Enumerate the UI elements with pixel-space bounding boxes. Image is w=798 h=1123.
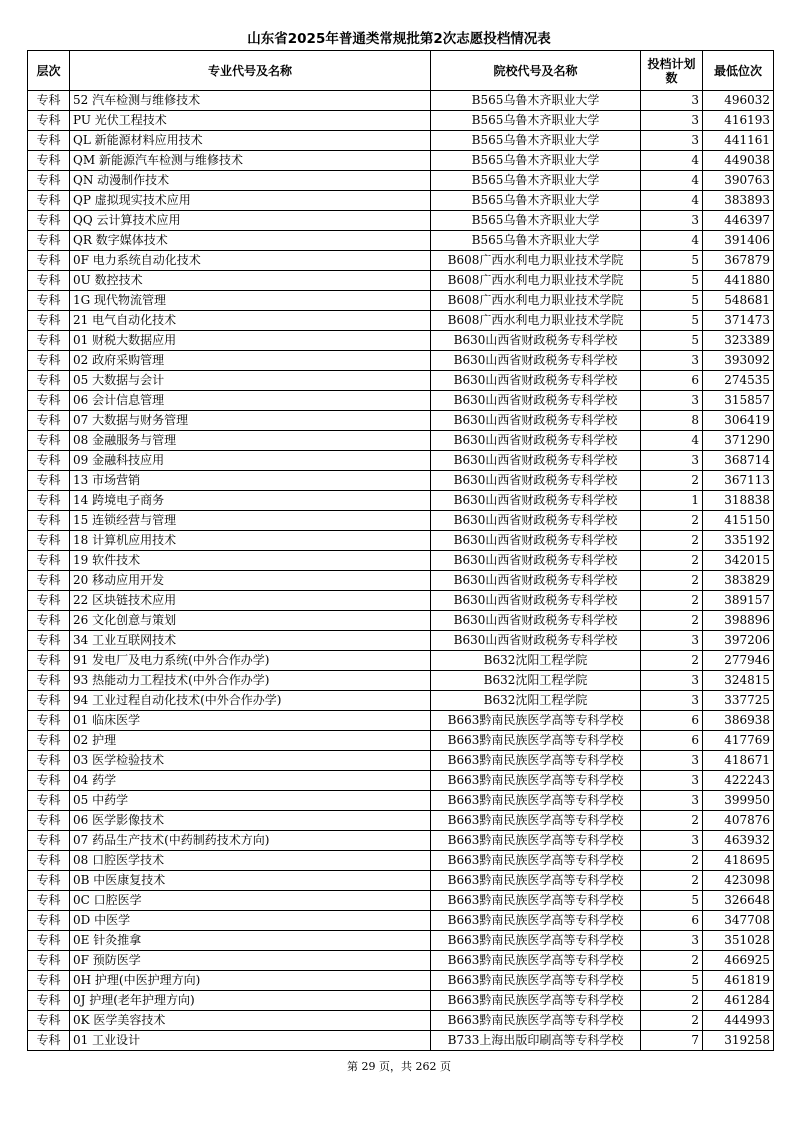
cell-rank: 441161: [703, 131, 774, 151]
cell-plan: 4: [641, 151, 703, 171]
cell-level: 专科: [28, 351, 70, 371]
cell-level: 专科: [28, 211, 70, 231]
cell-major: 21 电气自动化技术: [70, 311, 431, 331]
cell-level: 专科: [28, 911, 70, 931]
table-body: [28, 91, 774, 1051]
cell-plan: 2: [641, 471, 703, 491]
cell-major: 01 财税大数据应用: [70, 331, 431, 351]
cell-plan: 6: [641, 371, 703, 391]
cell-major: 22 区块链技术应用: [70, 591, 431, 611]
cell-plan: 4: [641, 191, 703, 211]
cell-rank: 318838: [703, 491, 774, 511]
cell-school: B565乌鲁木齐职业大学: [431, 111, 641, 131]
cell-rank: 315857: [703, 391, 774, 411]
cell-major: 94 工业过程自动化技术(中外合作办学): [70, 691, 431, 711]
cell-rank: 367879: [703, 251, 774, 271]
cell-school: B630山西省财政税务专科学校: [431, 411, 641, 431]
cell-plan: 3: [641, 631, 703, 651]
cell-school: B630山西省财政税务专科学校: [431, 511, 641, 531]
cell-rank: 347708: [703, 911, 774, 931]
cell-plan: 3: [641, 791, 703, 811]
cell-level: 专科: [28, 691, 70, 711]
cell-major: 0B 中医康复技术: [70, 871, 431, 891]
table-row: [28, 91, 774, 111]
cell-major: QQ 云计算技术应用: [70, 211, 431, 231]
cell-rank: 371473: [703, 311, 774, 331]
cell-school: B630山西省财政税务专科学校: [431, 431, 641, 451]
cell-level: 专科: [28, 851, 70, 871]
cell-school: B733上海出版印刷高等专科学校: [431, 1031, 641, 1051]
cell-plan: 4: [641, 231, 703, 251]
cell-major: 0J 护理(老年护理方向): [70, 991, 431, 1011]
cell-school: B630山西省财政税务专科学校: [431, 331, 641, 351]
table-row: [28, 391, 774, 411]
cell-level: 专科: [28, 111, 70, 131]
cell-major: QP 虚拟现实技术应用: [70, 191, 431, 211]
cell-level: 专科: [28, 291, 70, 311]
cell-level: 专科: [28, 1031, 70, 1051]
cell-level: 专科: [28, 971, 70, 991]
cell-level: 专科: [28, 871, 70, 891]
cell-major: 0H 护理(中医护理方向): [70, 971, 431, 991]
cell-plan: 2: [641, 611, 703, 631]
header-school: 院校代号及名称: [431, 51, 641, 91]
cell-school: B630山西省财政税务专科学校: [431, 471, 641, 491]
table-row: [28, 651, 774, 671]
cell-rank: 407876: [703, 811, 774, 831]
cell-level: 专科: [28, 451, 70, 471]
cell-rank: 466925: [703, 951, 774, 971]
cell-school: B608广西水利电力职业技术学院: [431, 311, 641, 331]
table-row: [28, 611, 774, 631]
cell-major: 09 金融科技应用: [70, 451, 431, 471]
cell-major: 0F 预防医学: [70, 951, 431, 971]
table-row: [28, 171, 774, 191]
table-row: [28, 971, 774, 991]
cell-major: 1G 现代物流管理: [70, 291, 431, 311]
table-row: [28, 951, 774, 971]
cell-major: 0E 针灸推拿: [70, 931, 431, 951]
cell-plan: 3: [641, 211, 703, 231]
cell-school: B630山西省财政税务专科学校: [431, 571, 641, 591]
cell-school: B663黔南民族医学高等专科学校: [431, 931, 641, 951]
cell-plan: 3: [641, 751, 703, 771]
cell-plan: 3: [641, 671, 703, 691]
cell-level: 专科: [28, 431, 70, 451]
cell-plan: 5: [641, 251, 703, 271]
cell-plan: 3: [641, 931, 703, 951]
cell-major: 02 政府采购管理: [70, 351, 431, 371]
cell-school: B663黔南民族医学高等专科学校: [431, 911, 641, 931]
cell-rank: 461284: [703, 991, 774, 1011]
cell-school: B663黔南民族医学高等专科学校: [431, 851, 641, 871]
table-row: [28, 291, 774, 311]
cell-plan: 3: [641, 111, 703, 131]
table-row: [28, 231, 774, 251]
cell-plan: 2: [641, 551, 703, 571]
cell-plan: 2: [641, 951, 703, 971]
cell-rank: 306419: [703, 411, 774, 431]
cell-rank: 342015: [703, 551, 774, 571]
cell-school: B663黔南民族医学高等专科学校: [431, 991, 641, 1011]
cell-major: 06 医学影像技术: [70, 811, 431, 831]
cell-plan: 2: [641, 571, 703, 591]
cell-major: 18 计算机应用技术: [70, 531, 431, 551]
table-row: [28, 1031, 774, 1051]
cell-school: B632沈阳工程学院: [431, 691, 641, 711]
cell-rank: 422243: [703, 771, 774, 791]
table-row: [28, 631, 774, 651]
header-major: 专业代号及名称: [70, 51, 431, 91]
cell-level: 专科: [28, 231, 70, 251]
cell-level: 专科: [28, 611, 70, 631]
cell-plan: 2: [641, 591, 703, 611]
table-row: [28, 711, 774, 731]
table-row: [28, 471, 774, 491]
header-plan: 投档计划数: [641, 51, 703, 91]
cell-school: B663黔南民族医学高等专科学校: [431, 711, 641, 731]
cell-major: 34 工业互联网技术: [70, 631, 431, 651]
cell-school: B663黔南民族医学高等专科学校: [431, 811, 641, 831]
cell-school: B608广西水利电力职业技术学院: [431, 271, 641, 291]
cell-rank: 389157: [703, 591, 774, 611]
cell-school: B630山西省财政税务专科学校: [431, 531, 641, 551]
table-row: [28, 351, 774, 371]
header-level: 层次: [28, 51, 70, 91]
cell-plan: 2: [641, 871, 703, 891]
cell-major: 03 医学检验技术: [70, 751, 431, 771]
cell-school: B663黔南民族医学高等专科学校: [431, 791, 641, 811]
cell-rank: 416193: [703, 111, 774, 131]
cell-level: 专科: [28, 991, 70, 1011]
cell-rank: 417769: [703, 731, 774, 751]
cell-major: 01 工业设计: [70, 1031, 431, 1051]
cell-rank: 423098: [703, 871, 774, 891]
table-row: [28, 191, 774, 211]
cell-level: 专科: [28, 551, 70, 571]
cell-level: 专科: [28, 771, 70, 791]
cell-major: 05 大数据与会计: [70, 371, 431, 391]
table-row: [28, 931, 774, 951]
cell-rank: 323389: [703, 331, 774, 351]
cell-level: 专科: [28, 751, 70, 771]
cell-school: B565乌鲁木齐职业大学: [431, 191, 641, 211]
cell-major: 93 热能动力工程技术(中外合作办学): [70, 671, 431, 691]
cell-rank: 368714: [703, 451, 774, 471]
table-row: [28, 751, 774, 771]
cell-major: 04 药学: [70, 771, 431, 791]
table-row: [28, 851, 774, 871]
cell-major: 06 会计信息管理: [70, 391, 431, 411]
table-row: [28, 731, 774, 751]
cell-major: 15 连锁经营与管理: [70, 511, 431, 531]
cell-school: B663黔南民族医学高等专科学校: [431, 831, 641, 851]
table-row: [28, 411, 774, 431]
table-header-row: [28, 51, 774, 91]
table-row: [28, 551, 774, 571]
cell-major: 52 汽车检测与维修技术: [70, 91, 431, 111]
cell-rank: 397206: [703, 631, 774, 651]
cell-plan: 3: [641, 691, 703, 711]
cell-major: 0U 数控技术: [70, 271, 431, 291]
cell-level: 专科: [28, 91, 70, 111]
page-footer: 第 29 页，共 262 页: [347, 1060, 451, 1073]
cell-level: 专科: [28, 391, 70, 411]
table-row: [28, 1011, 774, 1031]
table-row: [28, 311, 774, 331]
cell-rank: 496032: [703, 91, 774, 111]
cell-rank: 393092: [703, 351, 774, 371]
table-row: [28, 251, 774, 271]
cell-school: B608广西水利电力职业技术学院: [431, 291, 641, 311]
cell-rank: 391406: [703, 231, 774, 251]
cell-school: B630山西省财政税务专科学校: [431, 491, 641, 511]
cell-plan: 6: [641, 911, 703, 931]
cell-school: B663黔南民族医学高等专科学校: [431, 891, 641, 911]
cell-school: B630山西省财政税务专科学校: [431, 611, 641, 631]
cell-level: 专科: [28, 671, 70, 691]
table-row: [28, 451, 774, 471]
cell-school: B630山西省财政税务专科学校: [431, 391, 641, 411]
cell-plan: 8: [641, 411, 703, 431]
cell-school: B630山西省财政税务专科学校: [431, 351, 641, 371]
cell-major: QR 数字媒体技术: [70, 231, 431, 251]
cell-school: B632沈阳工程学院: [431, 651, 641, 671]
cell-plan: 3: [641, 91, 703, 111]
cell-level: 专科: [28, 791, 70, 811]
page-title: 山东省2025年普通类常规批第2次志愿投档情况表: [247, 31, 551, 47]
cell-plan: 6: [641, 731, 703, 751]
table-row: [28, 831, 774, 851]
cell-major: 07 药品生产技术(中药制药技术方向): [70, 831, 431, 851]
cell-school: B565乌鲁木齐职业大学: [431, 211, 641, 231]
cell-school: B565乌鲁木齐职业大学: [431, 171, 641, 191]
cell-plan: 5: [641, 271, 703, 291]
cell-school: B608广西水利电力职业技术学院: [431, 251, 641, 271]
cell-rank: 335192: [703, 531, 774, 551]
cell-rank: 390763: [703, 171, 774, 191]
cell-level: 专科: [28, 531, 70, 551]
cell-plan: 1: [641, 491, 703, 511]
cell-rank: 418695: [703, 851, 774, 871]
table-row: [28, 111, 774, 131]
cell-major: 91 发电厂及电力系统(中外合作办学): [70, 651, 431, 671]
table-row: [28, 871, 774, 891]
cell-level: 专科: [28, 811, 70, 831]
table-row: [28, 511, 774, 531]
table-row: [28, 891, 774, 911]
cell-rank: 399950: [703, 791, 774, 811]
table-row: [28, 991, 774, 1011]
table-row: [28, 791, 774, 811]
cell-school: B630山西省财政税务专科学校: [431, 551, 641, 571]
table-row: [28, 771, 774, 791]
cell-rank: 324815: [703, 671, 774, 691]
cell-school: B630山西省财政税务专科学校: [431, 631, 641, 651]
cell-rank: 548681: [703, 291, 774, 311]
table-row: [28, 211, 774, 231]
cell-level: 专科: [28, 151, 70, 171]
cell-rank: 418671: [703, 751, 774, 771]
cell-plan: 3: [641, 771, 703, 791]
cell-level: 专科: [28, 131, 70, 151]
table-row: [28, 531, 774, 551]
cell-level: 专科: [28, 651, 70, 671]
cell-rank: 386938: [703, 711, 774, 731]
cell-plan: 2: [641, 511, 703, 531]
cell-school: B663黔南民族医学高等专科学校: [431, 951, 641, 971]
table-row: [28, 431, 774, 451]
cell-school: B663黔南民族医学高等专科学校: [431, 771, 641, 791]
admission-table: [27, 50, 774, 1051]
header-rank: 最低位次: [703, 51, 774, 91]
cell-school: B565乌鲁木齐职业大学: [431, 151, 641, 171]
cell-rank: 383829: [703, 571, 774, 591]
cell-rank: 371290: [703, 431, 774, 451]
cell-plan: 5: [641, 891, 703, 911]
cell-level: 专科: [28, 331, 70, 351]
table-row: [28, 371, 774, 391]
cell-major: QL 新能源材料应用技术: [70, 131, 431, 151]
cell-rank: 274535: [703, 371, 774, 391]
cell-major: 01 临床医学: [70, 711, 431, 731]
cell-plan: 3: [641, 351, 703, 371]
cell-level: 专科: [28, 471, 70, 491]
cell-level: 专科: [28, 831, 70, 851]
cell-level: 专科: [28, 591, 70, 611]
cell-rank: 326648: [703, 891, 774, 911]
cell-level: 专科: [28, 251, 70, 271]
cell-major: PU 光伏工程技术: [70, 111, 431, 131]
cell-plan: 6: [641, 711, 703, 731]
cell-plan: 3: [641, 831, 703, 851]
cell-level: 专科: [28, 511, 70, 531]
cell-plan: 7: [641, 1031, 703, 1051]
cell-major: 05 中药学: [70, 791, 431, 811]
cell-rank: 461819: [703, 971, 774, 991]
cell-major: 0C 口腔医学: [70, 891, 431, 911]
cell-major: 0D 中医学: [70, 911, 431, 931]
cell-school: B565乌鲁木齐职业大学: [431, 231, 641, 251]
cell-plan: 2: [641, 651, 703, 671]
cell-major: 26 文化创意与策划: [70, 611, 431, 631]
cell-level: 专科: [28, 371, 70, 391]
cell-rank: 449038: [703, 151, 774, 171]
cell-major: 08 金融服务与管理: [70, 431, 431, 451]
table-row: [28, 571, 774, 591]
cell-major: 14 跨境电子商务: [70, 491, 431, 511]
cell-rank: 337725: [703, 691, 774, 711]
cell-level: 专科: [28, 731, 70, 751]
cell-rank: 367113: [703, 471, 774, 491]
cell-major: QN 动漫制作技术: [70, 171, 431, 191]
table-row: [28, 491, 774, 511]
cell-plan: 2: [641, 1011, 703, 1031]
cell-major: QM 新能源汽车检测与维修技术: [70, 151, 431, 171]
cell-plan: 3: [641, 391, 703, 411]
cell-rank: 398896: [703, 611, 774, 631]
cell-level: 专科: [28, 411, 70, 431]
cell-rank: 415150: [703, 511, 774, 531]
cell-major: 13 市场营销: [70, 471, 431, 491]
cell-major: 02 护理: [70, 731, 431, 751]
cell-major: 08 口腔医学技术: [70, 851, 431, 871]
cell-level: 专科: [28, 711, 70, 731]
cell-plan: 5: [641, 331, 703, 351]
cell-school: B663黔南民族医学高等专科学校: [431, 1011, 641, 1031]
cell-plan: 5: [641, 311, 703, 331]
cell-major: 0F 电力系统自动化技术: [70, 251, 431, 271]
cell-school: B630山西省财政税务专科学校: [431, 371, 641, 391]
cell-plan: 3: [641, 451, 703, 471]
cell-level: 专科: [28, 171, 70, 191]
cell-major: 20 移动应用开发: [70, 571, 431, 591]
cell-school: B663黔南民族医学高等专科学校: [431, 751, 641, 771]
table-row: [28, 911, 774, 931]
cell-level: 专科: [28, 631, 70, 651]
table-row: [28, 271, 774, 291]
table-row: [28, 591, 774, 611]
table-row: [28, 811, 774, 831]
cell-school: B663黔南民族医学高等专科学校: [431, 731, 641, 751]
cell-rank: 441880: [703, 271, 774, 291]
cell-level: 专科: [28, 951, 70, 971]
cell-rank: 446397: [703, 211, 774, 231]
cell-school: B565乌鲁木齐职业大学: [431, 131, 641, 151]
cell-level: 专科: [28, 271, 70, 291]
cell-major: 07 大数据与财务管理: [70, 411, 431, 431]
cell-level: 专科: [28, 311, 70, 331]
cell-level: 专科: [28, 1011, 70, 1031]
cell-school: B663黔南民族医学高等专科学校: [431, 871, 641, 891]
cell-plan: 5: [641, 971, 703, 991]
cell-level: 专科: [28, 891, 70, 911]
cell-plan: 2: [641, 851, 703, 871]
cell-plan: 2: [641, 991, 703, 1011]
cell-school: B565乌鲁木齐职业大学: [431, 91, 641, 111]
cell-rank: 351028: [703, 931, 774, 951]
cell-level: 专科: [28, 931, 70, 951]
cell-rank: 383893: [703, 191, 774, 211]
cell-plan: 2: [641, 811, 703, 831]
cell-major: 19 软件技术: [70, 551, 431, 571]
cell-school: B632沈阳工程学院: [431, 671, 641, 691]
table-row: [28, 331, 774, 351]
cell-plan: 4: [641, 431, 703, 451]
table-row: [28, 671, 774, 691]
cell-plan: 5: [641, 291, 703, 311]
cell-level: 专科: [28, 571, 70, 591]
cell-level: 专科: [28, 491, 70, 511]
cell-rank: 277946: [703, 651, 774, 671]
cell-school: B630山西省财政税务专科学校: [431, 451, 641, 471]
cell-plan: 2: [641, 531, 703, 551]
table-row: [28, 691, 774, 711]
cell-plan: 3: [641, 131, 703, 151]
cell-school: B630山西省财政税务专科学校: [431, 591, 641, 611]
cell-plan: 4: [641, 171, 703, 191]
cell-major: 0K 医学美容技术: [70, 1011, 431, 1031]
cell-rank: 444993: [703, 1011, 774, 1031]
cell-rank: 319258: [703, 1031, 774, 1051]
table-row: [28, 151, 774, 171]
cell-level: 专科: [28, 191, 70, 211]
table-row: [28, 131, 774, 151]
cell-rank: 463932: [703, 831, 774, 851]
cell-school: B663黔南民族医学高等专科学校: [431, 971, 641, 991]
